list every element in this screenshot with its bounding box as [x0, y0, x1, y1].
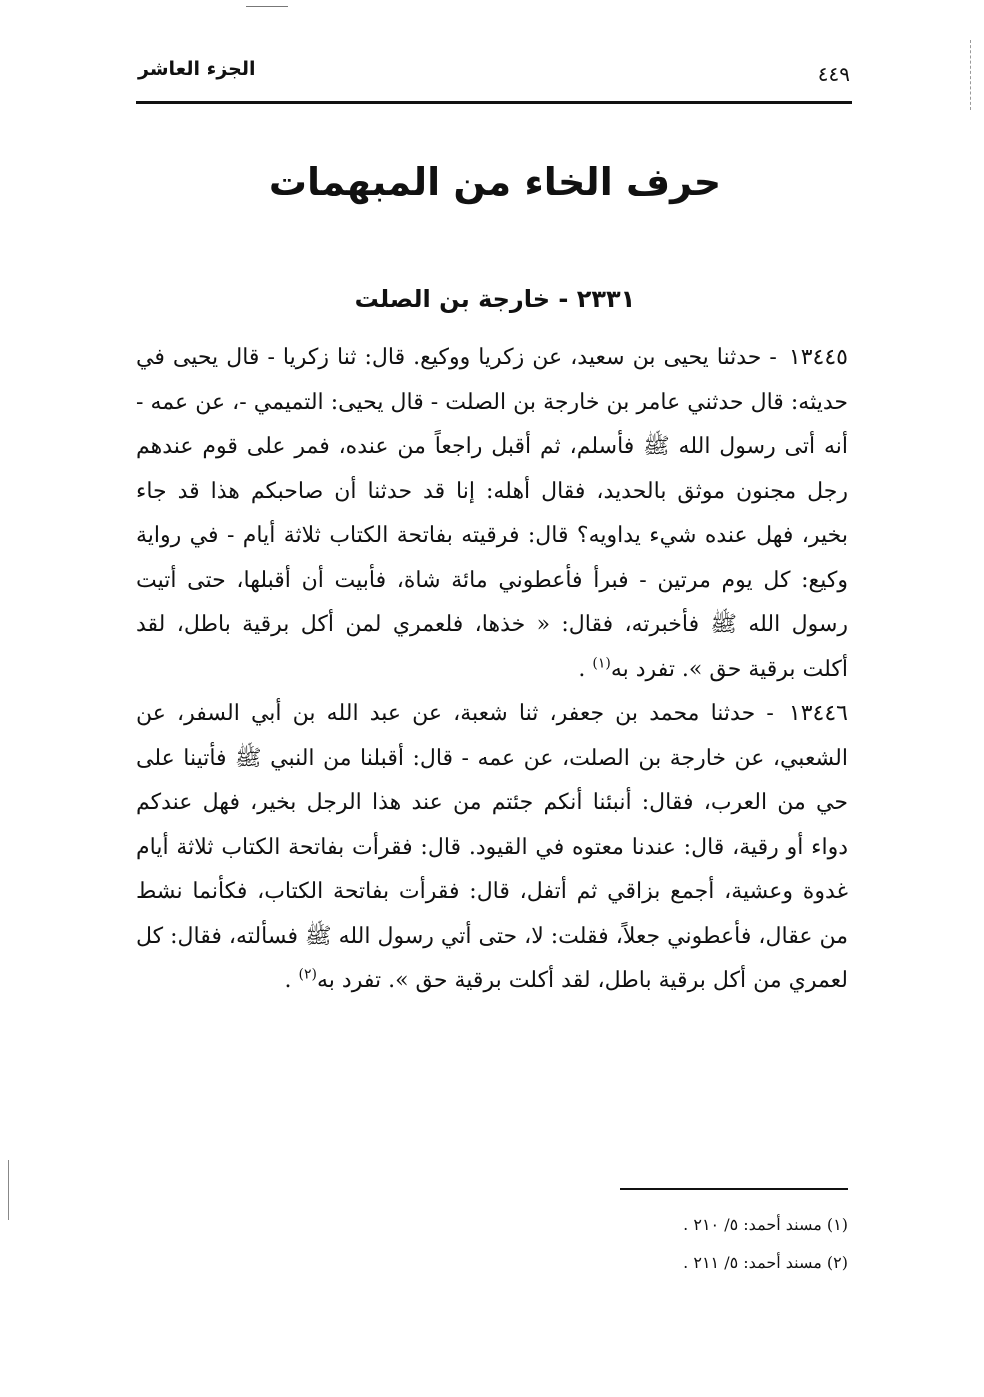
- hadith-paragraph: ١٣٤٤٦ - حدثنا محمد بن جعفر، ثنا شعبة، عن عبد الله بن أبي السفر، عن الشعبي، عن خارجة بن الصلت، عن عمه - قال: أقبلنا من النبي ﷺ فأتينا على حي من العرب، فقال: أنبئنا أنكم جئتم من عند هذا الرجل بخير، فهل عندكم دواء أو رقية، قال: عندنا معتوه في القيود. قال: فقرأت بفاتحة الكتاب ثلاثة أيام غدوة وعشية، أجمع بزاقي ثم أتفل، قال: فقرأت بفاتحة الكتاب، فكأنما نشط من عقال، فأعطوني جعلاً، فقلت: لا، حتى أتي رسول الله ﷺ فسألته، فقال: كل لعمري من أكل برقية باطل، لقد أكلت برقية حق ». تفرد به$^{(٢)}$ .: [136, 701, 848, 993]
- scan-artifact-right: [970, 40, 971, 110]
- running-header: [138, 54, 850, 94]
- hadith-number: ١٣٤٤٦: [788, 701, 848, 726]
- chapter-title: حرف الخاء من المبهمات: [268, 160, 722, 204]
- hadith-number: ١٣٤٤٥: [788, 345, 848, 370]
- footnotes: [500, 1206, 848, 1282]
- footnote-rule: [620, 1188, 848, 1190]
- scan-artifact-left: [8, 1160, 9, 1220]
- body-text: [136, 336, 848, 1004]
- volume-title: الجزء العاشر: [138, 58, 256, 80]
- page-number: ٤٤٩: [817, 62, 850, 86]
- footnote-reference[interactable]: (١): [592, 655, 611, 672]
- hadith-paragraph: ١٣٤٤٥ - حدثنا يحيى بن سعيد، عن زكريا ووكيع. قال: ثنا زكريا - قال يحيى في حديثه: قال حدثني عامر بن خارجة بن الصلت - قال يحيى: التميمي -، عن عمه - أنه أتى رسول الله ﷺ فأسلم، ثم أقبل راجعاً من عنده، فمر على قوم عندهم رجل مجنون موثق بالحديد، فقال أهله: إنا قد حدثنا أن صاحبكم هذا قد جاء بخير، فهل عنده شيء يداويه؟ قال: فرقيته بفاتحة الكتاب ثلاثة أيام - في رواية وكيع: كل يوم مرتين - فبرأ فأعطوني مائة شاة، فأبيت أن أقبلها، حتى أتيت رسول الله ﷺ فأخبرته، فقال: « خذها، فلعمري لمن أكل برقية باطل، لقد أكلت برقية حق ». تفرد به$^{(١)}$ .: [136, 345, 848, 682]
- footnote-reference[interactable]: (٢): [298, 966, 318, 983]
- scan-artifact-top: [246, 6, 288, 7]
- footnote-item: (١) مسند أحمد: ٥/ ٢١٠ .: [683, 1215, 848, 1234]
- header-rule: [136, 101, 852, 104]
- footnote-item: (٢) مسند أحمد: ٥/ ٢١١ .: [683, 1253, 848, 1272]
- hadith-text: - حدثنا يحيى بن سعيد، عن زكريا ووكيع. قال: ثنا زكريا - قال يحيى في حديثه: قال حدثني عامر بن خارجة بن الصلت - قال يحيى: التميمي -، عن عمه - أنه أتى رسول الله ﷺ فأسلم، ثم أقبل راجعاً من عنده، فمر على قوم عندهم رجل مجنون موثق بالحديد، فقال أهله: إنا قد حدثنا أن صاحبكم هذا قد جاء بخير، فهل عنده شيء يداويه؟ قال: فرقيته بفاتحة الكتاب ثلاثة أيام - في رواية وكيع: كل يوم مرتين - فبرأ فأعطوني مائة شاة، فأبيت أن أقبلها، حتى أتيت رسول الله ﷺ فأخبرته، فقال: « خذها، فلعمري لمن أكل برقية باطل، لقد أكلت برقية حق ». تفرد به: [136, 345, 848, 682]
- hadith-text: - حدثنا محمد بن جعفر، ثنا شعبة، عن عبد الله بن أبي السفر، عن الشعبي، عن خارجة بن الصلت، عن عمه - قال: أقبلنا من النبي ﷺ فأتينا على حي من العرب، فقال: أنبئنا أنكم جئتم من عند هذا الرجل بخير، فهل عندكم دواء أو رقية، قال: عندنا معتوه في القيود. قال: فقرأت بفاتحة الكتاب ثلاثة أيام غدوة وعشية، أجمع بزاقي ثم أتفل، قال: فقرأت بفاتحة الكتاب، فكأنما نشط من عقال، فأعطوني جعلاً، فقلت: لا، حتى أتي رسول الله ﷺ فسألته، فقال: كل لعمري من أكل برقية باطل، لقد أكلت برقية حق ». تفرد به: [136, 701, 848, 993]
- section-title: ٢٣٣١ - خارجة بن الصلت: [354, 285, 636, 313]
